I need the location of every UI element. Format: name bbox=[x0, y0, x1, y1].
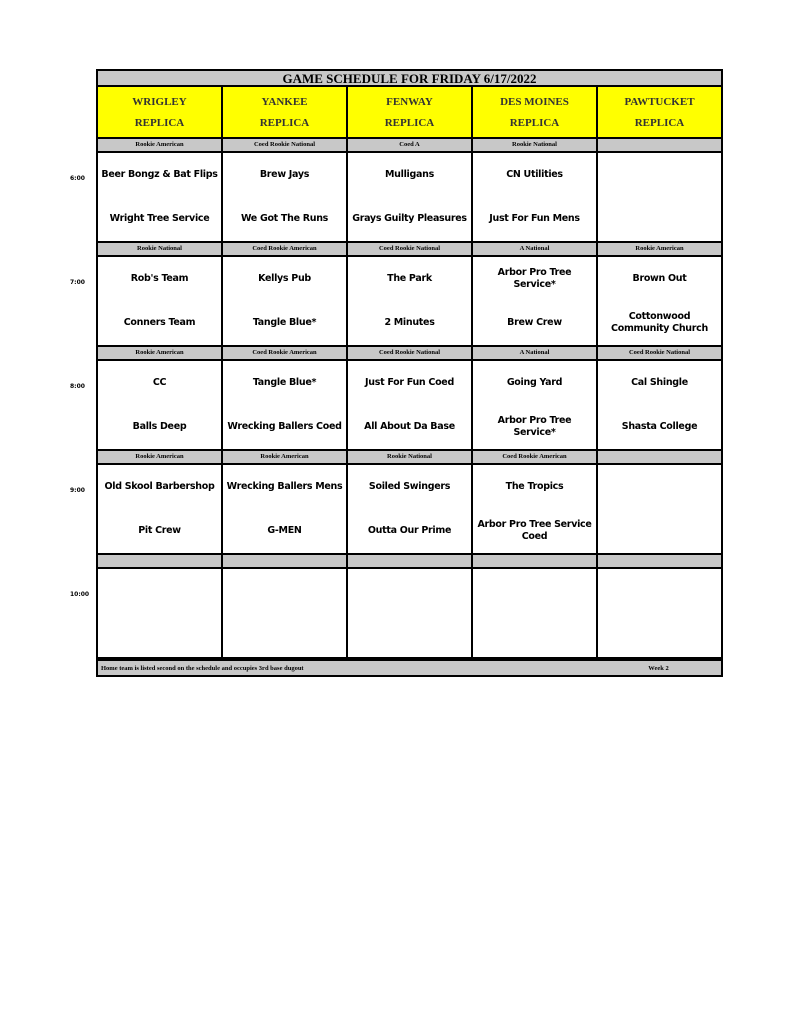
game-cell bbox=[223, 569, 348, 657]
home-team bbox=[407, 613, 413, 657]
home-team: Wright Tree Service bbox=[109, 213, 210, 224]
away-team: Tangle Blue* bbox=[252, 377, 317, 388]
park-name: DES MOINES bbox=[500, 95, 569, 108]
park-header-yankee bbox=[223, 87, 348, 137]
away-team: CN Utilities bbox=[506, 169, 563, 180]
home-team bbox=[282, 613, 288, 657]
division-label bbox=[598, 555, 721, 567]
division-label: Rookie American bbox=[223, 451, 348, 463]
game-cell bbox=[98, 361, 223, 449]
park-name: YANKEE bbox=[261, 95, 308, 108]
park-name: WRIGLEY bbox=[132, 95, 187, 108]
games-row bbox=[96, 255, 723, 347]
division-label: Coed Rookie American bbox=[223, 347, 348, 359]
time-label: 6:00 bbox=[70, 175, 85, 182]
home-team bbox=[157, 613, 163, 657]
home-team: Grays Guilty Pleasures bbox=[352, 213, 467, 224]
home-team bbox=[657, 197, 663, 241]
division-row bbox=[96, 243, 723, 255]
away-team bbox=[282, 569, 288, 613]
away-team: Brown Out bbox=[632, 273, 687, 284]
game-cell bbox=[348, 153, 473, 241]
home-team: Brew Crew bbox=[507, 317, 562, 328]
home-team: Tangle Blue* bbox=[252, 317, 317, 328]
game-cell bbox=[598, 465, 721, 553]
away-team: CC bbox=[152, 377, 167, 388]
away-team: Old Skool Barbershop bbox=[104, 481, 215, 492]
home-team: Wrecking Ballers Coed bbox=[227, 421, 342, 432]
time-label: 9:00 bbox=[70, 487, 85, 494]
division-row bbox=[96, 347, 723, 359]
game-cell bbox=[348, 465, 473, 553]
division-label: A National bbox=[473, 243, 598, 255]
home-team: Shasta College bbox=[621, 421, 698, 432]
division-label: A National bbox=[473, 347, 598, 359]
time-label: 7:00 bbox=[70, 279, 85, 286]
division-row bbox=[96, 451, 723, 463]
away-team bbox=[657, 569, 663, 613]
division-label: Rookie National bbox=[348, 451, 473, 463]
division-label: Rookie National bbox=[473, 139, 598, 151]
division-label bbox=[348, 555, 473, 567]
park-header-pawtucket bbox=[598, 87, 721, 137]
division-row bbox=[96, 139, 723, 151]
away-team: Rob's Team bbox=[130, 273, 189, 284]
home-team: Arbor Pro Tree Service* bbox=[497, 415, 572, 438]
games-row bbox=[96, 359, 723, 451]
division-label: Coed Rookie National bbox=[628, 349, 691, 356]
away-team: Arbor Pro Tree Service* bbox=[497, 267, 572, 290]
away-team: Mulligans bbox=[385, 169, 434, 180]
division-label: Coed A bbox=[348, 139, 473, 151]
division-label bbox=[473, 555, 598, 567]
division-label bbox=[98, 555, 223, 567]
away-team bbox=[407, 569, 413, 613]
game-cell bbox=[473, 465, 598, 553]
away-team: Beer Bongz & Bat Flips bbox=[101, 169, 218, 180]
game-cell bbox=[223, 465, 348, 553]
division-label: Rookie American bbox=[98, 347, 223, 359]
division-label: Rookie National bbox=[98, 243, 223, 255]
game-cell bbox=[598, 257, 721, 345]
game-cell bbox=[598, 361, 721, 449]
away-team: Just For Fun Coed bbox=[365, 377, 454, 388]
division-label bbox=[598, 139, 721, 151]
away-team: Brew Jays bbox=[259, 169, 310, 180]
division-label: Coed Rookie American bbox=[473, 451, 598, 463]
game-cell bbox=[98, 257, 223, 345]
game-cell bbox=[348, 257, 473, 345]
park-header-wrigley bbox=[98, 87, 223, 137]
game-cell bbox=[223, 361, 348, 449]
away-team bbox=[657, 153, 663, 197]
away-team: The Park bbox=[387, 273, 432, 284]
games-row bbox=[96, 567, 723, 659]
park-header-fenway bbox=[348, 87, 473, 137]
away-team: Cal Shingle bbox=[631, 377, 688, 388]
away-team: Soiled Swingers bbox=[368, 481, 451, 492]
time-slots bbox=[96, 139, 723, 659]
home-team: All About Da Base bbox=[364, 421, 455, 432]
park-name: FENWAY bbox=[386, 95, 433, 108]
game-cell bbox=[473, 153, 598, 241]
division-label: Coed Rookie National bbox=[348, 347, 473, 359]
footer-note: Home team is listed second on the schedule and occupies 3rd base dugout bbox=[101, 664, 304, 672]
schedule-table bbox=[96, 69, 723, 677]
game-cell bbox=[598, 153, 721, 241]
away-team bbox=[532, 569, 538, 613]
time-label: 10:00 bbox=[70, 591, 90, 598]
games-row bbox=[96, 463, 723, 555]
away-team: Kellys Pub bbox=[258, 273, 311, 284]
away-team: The Tropics bbox=[505, 481, 564, 492]
park-subtitle: REPLICA bbox=[134, 116, 185, 129]
games-row bbox=[96, 151, 723, 243]
division-label: Rookie American bbox=[98, 139, 223, 151]
park-subtitle: REPLICA bbox=[259, 116, 310, 129]
home-team bbox=[657, 509, 663, 553]
game-cell bbox=[473, 361, 598, 449]
game-cell bbox=[223, 257, 348, 345]
home-team: Pit Crew bbox=[138, 525, 181, 536]
park-header-row bbox=[96, 87, 723, 139]
away-team bbox=[657, 465, 663, 509]
home-team: Outta Our Prime bbox=[367, 525, 452, 536]
game-cell bbox=[473, 569, 598, 657]
park-name: PAWTUCKET bbox=[624, 95, 695, 108]
division-label bbox=[598, 451, 721, 463]
division-label: Rookie American bbox=[98, 451, 223, 463]
schedule-title: GAME SCHEDULE FOR FRIDAY 6/17/2022 bbox=[96, 69, 723, 87]
schedule-footer bbox=[96, 659, 723, 677]
division-label: Coed Rookie American bbox=[223, 243, 348, 255]
game-cell bbox=[348, 569, 473, 657]
home-team: We Got The Runs bbox=[240, 213, 329, 224]
division-label: Rookie American bbox=[635, 245, 684, 252]
game-cell bbox=[98, 153, 223, 241]
home-team: Conners Team bbox=[123, 317, 196, 328]
park-subtitle: REPLICA bbox=[634, 116, 685, 129]
park-header-des-moines bbox=[473, 87, 598, 137]
home-team: Balls Deep bbox=[132, 421, 187, 432]
away-team bbox=[157, 569, 163, 613]
division-label bbox=[223, 555, 348, 567]
division-row bbox=[96, 555, 723, 567]
game-cell bbox=[598, 569, 721, 657]
game-cell bbox=[98, 569, 223, 657]
home-team bbox=[657, 613, 663, 657]
home-team: Arbor Pro Tree Service Coed bbox=[477, 519, 592, 542]
home-team: G-MEN bbox=[267, 525, 302, 536]
time-label: 8:00 bbox=[70, 383, 85, 390]
home-team: Just For Fun Mens bbox=[489, 213, 580, 224]
game-cell bbox=[348, 361, 473, 449]
park-subtitle: REPLICA bbox=[509, 116, 560, 129]
week-label: Week 2 bbox=[648, 664, 669, 672]
home-team: 2 Minutes bbox=[384, 317, 435, 328]
division-label: Coed Rookie National bbox=[223, 139, 348, 151]
home-team: Cottonwood Community Church bbox=[611, 311, 708, 334]
game-cell bbox=[98, 465, 223, 553]
game-cell bbox=[223, 153, 348, 241]
division-label: Coed Rookie National bbox=[348, 243, 473, 255]
home-team bbox=[532, 613, 538, 657]
away-team: Going Yard bbox=[506, 377, 563, 388]
away-team: Wrecking Ballers Mens bbox=[226, 481, 343, 492]
park-subtitle: REPLICA bbox=[384, 116, 435, 129]
game-cell bbox=[473, 257, 598, 345]
